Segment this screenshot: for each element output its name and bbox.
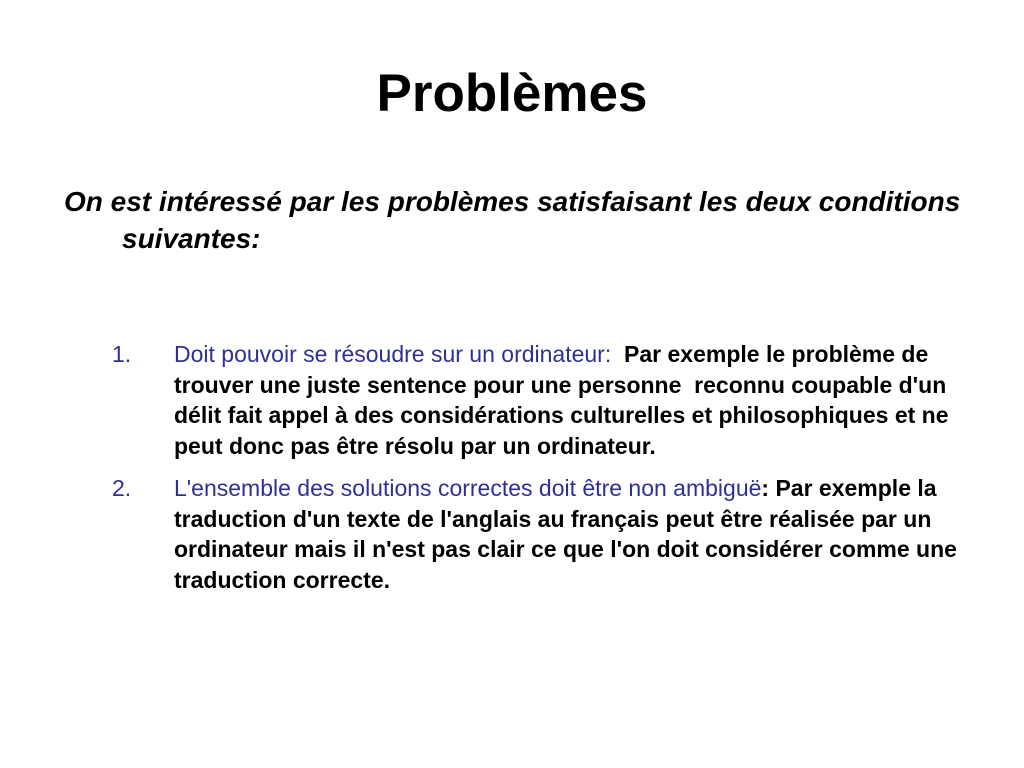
list-item	[112, 339, 982, 461]
list-item-body: : Par exemple la traduction d'un texte de l'anglais au français peut être réalisée par un ordinateur mais il n'est pas clair ce que l'on doit considérer comme une traduction correcte.	[174, 475, 957, 593]
list-item-number: 1.	[112, 341, 132, 367]
intro-text: On est intéressé par les problèmes satisfaisant les deux conditions suivantes:	[64, 186, 961, 254]
slide-title: Problèmes	[376, 64, 648, 123]
conditions-list	[112, 339, 982, 607]
list-item-body: Par exemple le problème de trouver une juste sentence pour une personne reconnu coupable d'un délit fait appel à des considérations culturelles et philosophiques et ne peut donc pas être résolu par un ordinateur.	[174, 341, 955, 459]
list-item-number: 2.	[112, 475, 132, 501]
list-item-lead: L'ensemble des solutions correctes doit être non ambiguë	[174, 475, 762, 501]
list-item-lead: Doit pouvoir se résoudre sur un ordinateur:	[174, 341, 612, 367]
list-item	[112, 473, 982, 595]
